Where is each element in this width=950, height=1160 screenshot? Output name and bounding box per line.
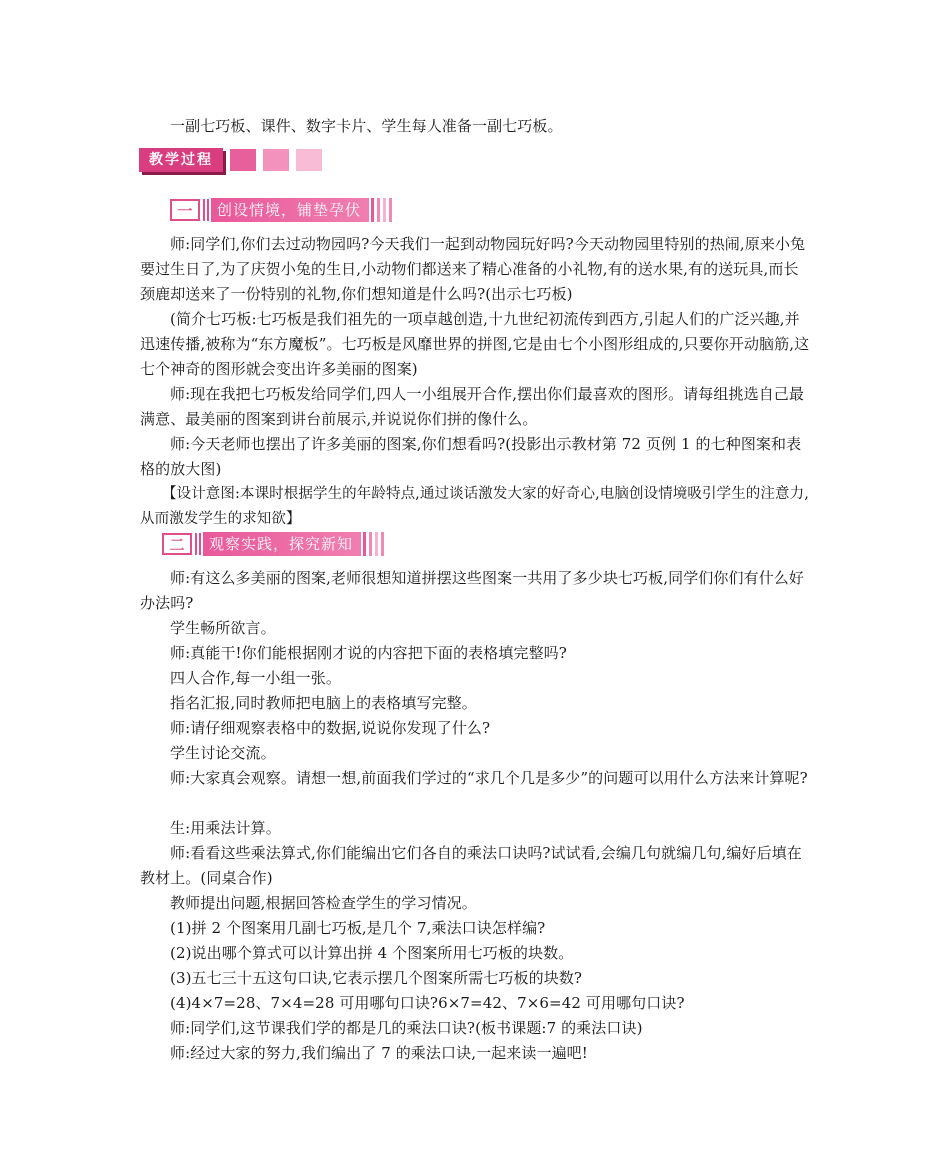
question-item: (2)说出哪个算式可以计算出拼 4 个图案所用七巧板的块数。 — [170, 944, 574, 962]
paragraph: 师:经过大家的努力,我们编出了 7 的乘法口诀,一起来读一遍吧! — [170, 1044, 588, 1062]
paragraph: 师:真能干!你们能根据刚才说的内容把下面的表格填完整吗? — [170, 644, 567, 662]
section-tail — [371, 198, 395, 222]
paragraph: 教师提出问题,根据回答检查学生的学习情况。 — [170, 894, 477, 912]
question-item: (4)4×7=28、7×4=28 可用哪句口诀?6×7=42、7×6=42 可用哪句口诀? — [170, 994, 685, 1012]
question-item: (3)五七三十五这句口诀,它表示摆几个图案所需七巧板的块数? — [170, 969, 583, 987]
section-bars — [203, 199, 211, 221]
paragraph: 师:有这么多美丽的图案,老师很想知道拼摆这些图案一共用了多少块七巧板,同学们你们有什么好办法吗? — [140, 569, 804, 612]
paragraph: 师:同学们,这节课我们学的都是几的乘法口诀?(板书课题:7 的乘法口诀) — [170, 1019, 643, 1037]
banner-label: 教学过程 — [139, 148, 223, 172]
section-tail — [363, 532, 387, 556]
design-intent: 【设计意图:本课时根据学生的年龄特点,通过谈话激发大家的好奇心,电脑创设情境吸引学生的注意力,从而激发学生的求知欲】 — [140, 486, 809, 527]
paragraph: 师:同学们,你们去过动物园吗?今天我们一起到动物园玩好吗?今天动物园里特别的热闹,原来小兔要过生日了,为了庆贺小兔的生日,小动物们都送来了精心准备的小礼物,有的送水果,有的送玩具,而长颈鹿却送来了一份特别的礼物,你们想知道是什么吗?(出示七巧板) — [140, 235, 806, 303]
paragraph: 指名汇报,同时教师把电脑上的表格填写完整。 — [170, 694, 477, 712]
paragraph: 学生讨论交流。 — [170, 744, 276, 762]
paragraph: 学生畅所欲言。 — [170, 619, 276, 637]
section-title: 观察实践，探究新知 — [203, 532, 361, 556]
paragraph: 师:现在我把七巧板发给同学们,四人一小组展开合作,摆出你们最喜欢的图形。请每组挑选自己最满意、最美丽的图案到讲台前展示,并说说你们拼的像什么。 — [140, 385, 804, 428]
paragraph: 师:大家真会观察。请想一想,前面我们学过的“求几个几是多少”的问题可以用什么方法来计算呢? — [170, 769, 808, 787]
materials-line: 一副七巧板、课件、数字卡片、学生每人准备一副七巧板。 — [170, 117, 563, 135]
banner-square-1 — [230, 149, 256, 171]
section-title: 创设情境，铺垫孕伏 — [211, 198, 369, 222]
paragraph: 师:看看这些乘法算式,你们能编出它们各自的乘法口诀吗?试试看,会编几句就编几句,编好后填在教材上。(同桌合作) — [140, 844, 802, 887]
banner-square-2 — [263, 149, 289, 171]
paragraph: 四人合作,每一小组一张。 — [170, 669, 341, 687]
paragraph: (简介七巧板:七巧板是我们祖先的一项卓越创造,十九世纪初流传到西方,引起人们的广泛兴趣,并迅速传播,被称为“东方魔板”。七巧板是风靡世界的拼图,它是由七个小图形组成的,只要你开动脑筋,这七个神奇的图形就会变出许多美丽的图案) — [140, 310, 810, 378]
section-bars — [195, 533, 203, 555]
paragraph: 生:用乘法计算。 — [170, 819, 281, 837]
section-header-2 — [162, 532, 387, 556]
section-header-1 — [170, 198, 395, 222]
question-item: (1)拼 2 个图案用几副七巧板,是几个 7,乘法口诀怎样编? — [170, 919, 546, 937]
paragraph: 师:请仔细观察表格中的数据,说说你发现了什么? — [170, 719, 491, 737]
teaching-process-banner — [139, 148, 322, 172]
section-number: 一 — [170, 199, 200, 221]
section-number: 二 — [162, 533, 192, 555]
paragraph: 师:今天老师也摆出了许多美丽的图案,你们想看吗?(投影出示教材第 72 页例 1 的七种图案和表格的放大图) — [140, 435, 802, 478]
banner-square-3 — [296, 149, 322, 171]
